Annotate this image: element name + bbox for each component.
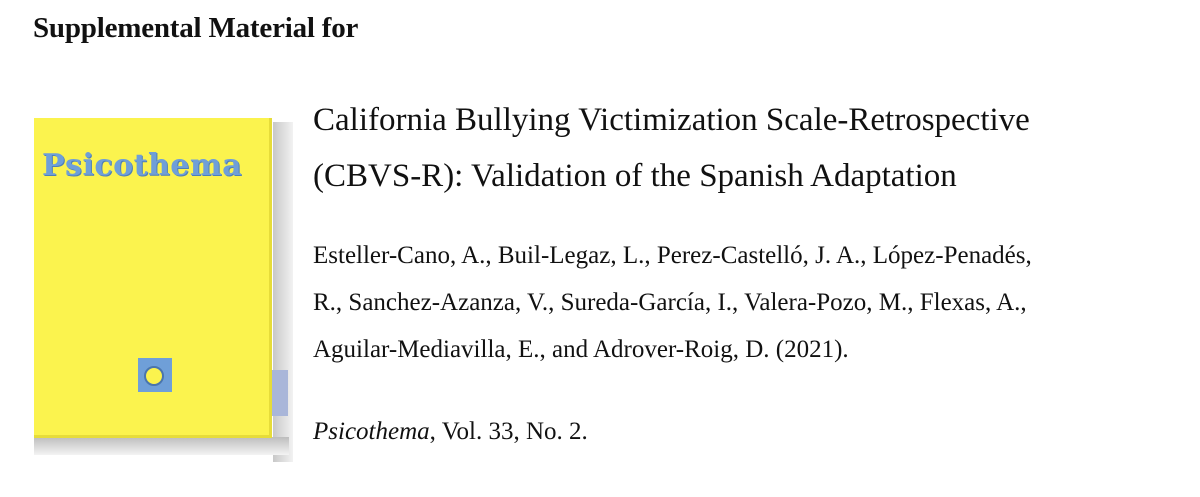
authors-line-1: Esteller-Cano, A., Buil-Legaz, L., Perez-Castelló, J. A., López-Penadés, [313,242,1032,269]
article-title-line-2: (CBVS-R): Validation of the Spanish Adaptation [313,158,957,194]
citation-journal-name: Psicothema [313,418,430,445]
journal-cover [28,92,294,464]
cover-shadow-bottom [34,437,289,455]
article-title-line-1: California Bullying Victimization Scale-Retrospective [313,102,1030,138]
citation-volume-issue: , Vol. 33, No. 2. [429,418,588,445]
authors-line-3: Aguilar-Mediavilla, E., and Adrover-Roig, D. (2021). [313,336,849,363]
logo-circle [144,366,164,386]
author-list [313,232,1173,373]
journal-logo-icon [138,358,172,392]
cover-journal-name: Psicothema [42,148,243,183]
article-title [313,92,1173,204]
journal-citation [313,408,588,455]
page-heading: Supplemental Material for [33,12,359,44]
cover-page [34,118,272,438]
authors-line-2: R., Sanchez-Azanza, V., Sureda-García, I., Valera-Pozo, M., Flexas, A., [313,289,1027,316]
